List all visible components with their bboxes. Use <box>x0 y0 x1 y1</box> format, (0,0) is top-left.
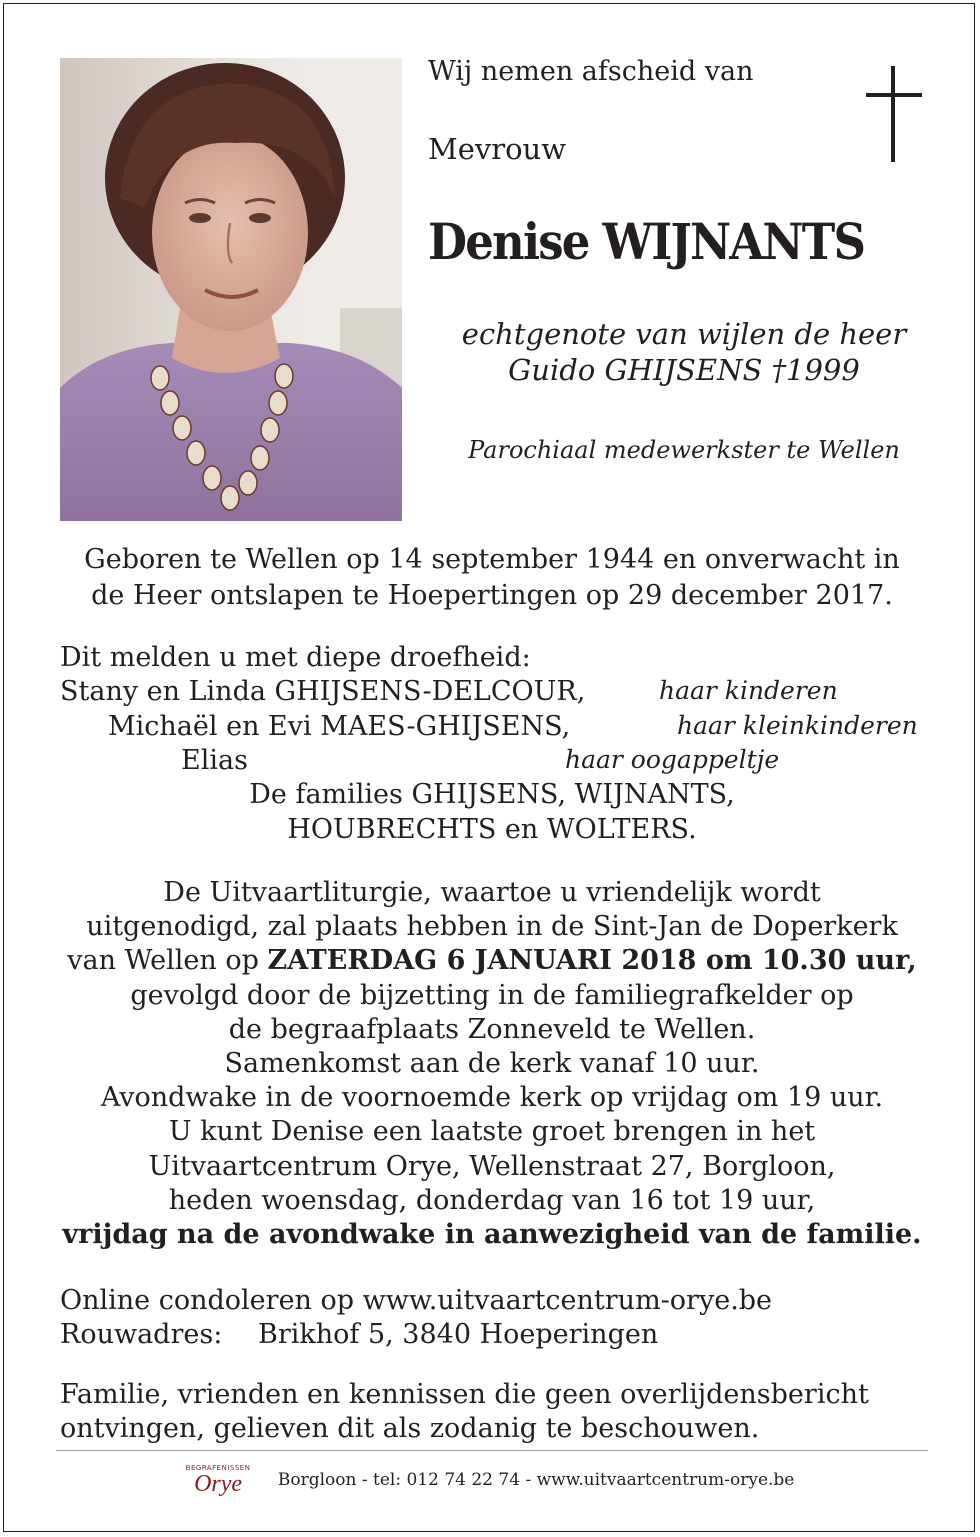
spouse-line-1: echtgenote van wijlen de heer <box>461 317 907 351</box>
closing-text <box>60 1378 869 1446</box>
liturgy-line: de begraafplaats Zonneveld te Wellen. <box>228 1013 756 1045</box>
logo-subtitle: BEGRAFENISSEN <box>185 1464 251 1472</box>
birth-death-text <box>24 542 960 614</box>
liturgy-line: Uitvaartcentrum Orye, Wellenstraat 27, Borgloon, <box>148 1150 836 1182</box>
deceased-name: Denise WIJNANTS <box>428 212 865 271</box>
family-member-relation: haar oogappeltje <box>565 745 780 774</box>
contact-block <box>60 1284 772 1352</box>
funeral-date: ZATERDAG 6 JANUARI 2018 om 10.30 uur, <box>267 945 917 977</box>
families-line-1: De families GHIJSENS, WIJNANTS, <box>249 779 735 810</box>
liturgy-prefix: van Wellen op <box>67 945 268 977</box>
obituary-card <box>3 3 975 1532</box>
born-line-2: de Heer ontslapen te Hoepertingen op 29 december 2017. <box>91 580 893 611</box>
liturgy-line <box>24 944 960 978</box>
footer-contact: Borgloon - tel: 012 74 22 74 - www.uitvaartcentrum-orye.be <box>277 1470 795 1490</box>
address-value: Brikhof 5, 3840 Hoeperingen <box>258 1319 659 1350</box>
mourning-address <box>60 1318 772 1352</box>
honorific: Mevrouw <box>428 132 567 166</box>
liturgy-line: U kunt Denise een laatste groet brengen in het <box>168 1116 816 1148</box>
family-member-name: Elias <box>181 745 248 776</box>
liturgy-line: heden woensdag, donderdag van 16 tot 19 uur, <box>168 1184 816 1216</box>
liturgy-line: De Uitvaartliturgie, waartoe u vriendelijk wordt <box>163 877 821 908</box>
families-line-2: HOUBRECHTS en WOLTERS. <box>287 814 697 845</box>
address-label: Rouwadres: <box>60 1319 223 1350</box>
intro-text: Wij nemen afscheid van <box>428 56 754 87</box>
liturgy-text <box>24 876 960 1252</box>
liturgy-line: Avondwake in de voornoemde kerk op vrijdag om 19 uur. <box>100 1082 884 1114</box>
role-text: Parochiaal medewerkster te Wellen <box>468 436 900 464</box>
spouse-line-2: Guido GHIJSENS †1999 <box>508 353 860 387</box>
online-condolence: Online condoleren op www.uitvaartcentrum-orye.be <box>60 1285 773 1316</box>
portrait-photo <box>60 58 402 521</box>
portrait-illustration <box>60 58 402 521</box>
visitation-note: vrijdag na de avondwake in aanwezigheid van de familie. <box>62 1219 922 1251</box>
family-member-relation: haar kleinkinderen <box>677 711 918 740</box>
liturgy-line: uitgenodigd, zal plaats hebben in de Sint-Jan de Doperkerk <box>86 911 898 943</box>
liturgy-line: gevolgd door de bijzetting in de familiegrafkelder op <box>130 979 854 1011</box>
logo-wordmark: Orye <box>194 1471 243 1497</box>
liturgy-line <box>24 1218 960 1252</box>
closing-line-1: Familie, vrienden en kennissen die geen overlijdensbericht <box>60 1379 869 1410</box>
footer <box>4 1464 976 1496</box>
family-member-name: Stany en Linda GHIJSENS-DELCOUR, <box>60 676 586 707</box>
liturgy-line: Samenkomst aan de kerk vanaf 10 uur. <box>224 1048 760 1080</box>
closing-line-2: ontvingen, gelieven dit als zodanig te beschouwen. <box>60 1413 760 1444</box>
born-line-1: Geboren te Wellen op 14 september 1944 en onverwacht in <box>84 544 900 575</box>
family-member-name: Michaël en Evi MAES-GHIJSENS, <box>108 711 571 742</box>
footer-divider <box>56 1450 928 1451</box>
cross-icon <box>866 66 922 162</box>
orye-logo <box>186 1464 251 1496</box>
family-member-relation: haar kinderen <box>659 676 838 705</box>
family-intro: Dit melden u met diepe droefheid: <box>60 642 531 673</box>
